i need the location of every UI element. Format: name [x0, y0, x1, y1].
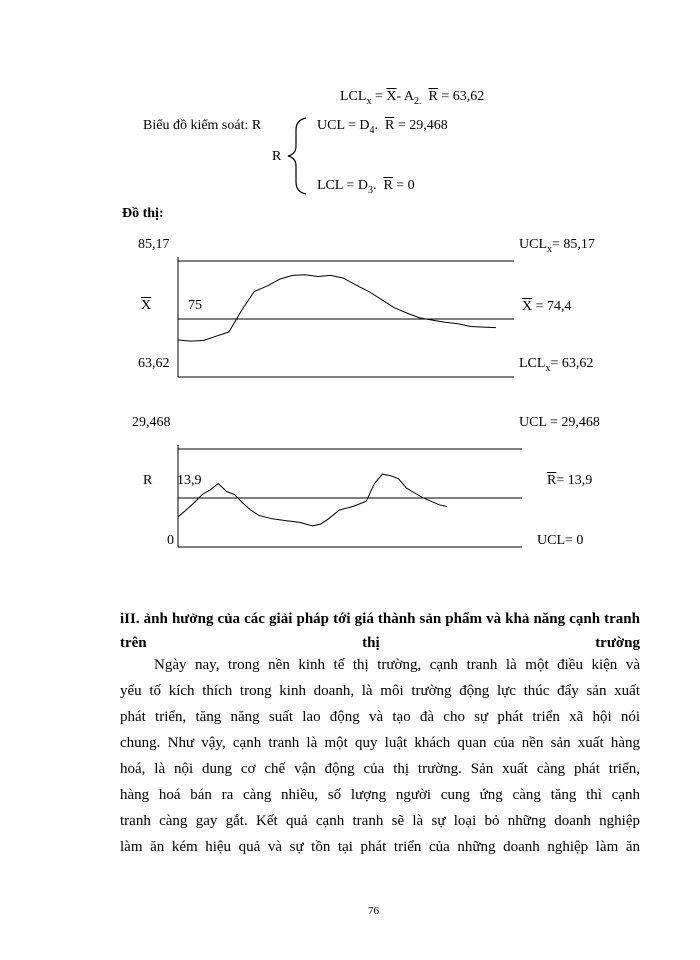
- page-number: 76: [368, 905, 379, 917]
- paragraph-line: chung. Như vậy, cạnh tranh là một quy luật khách quan của nền sản xuất hàng: [120, 735, 640, 751]
- paragraph-line: hàng hoá bán ra càng nhiều, số lượng người cung ứng càng tăng thì cạnh: [120, 787, 640, 803]
- paragraph-line: yếu tố kích thích trong kinh doanh, là môi trường động lực thúc đẩy sản xuất: [120, 683, 640, 699]
- chart2-right-lower: UCL= 0: [537, 533, 584, 548]
- chart1-tick-lower: 63,62: [138, 356, 170, 371]
- formula-ucl: UCL = $D_4$. $\overline{R} = 29,468$: [317, 118, 448, 136]
- paragraph-line: tranh càng gay gắt. Kết quả cạnh tranh sẽ là sự loại bỏ những doanh nghiệp: [120, 813, 640, 829]
- paragraph-line: phát triển, tăng năng suất lao động và tạo đà cho sự phát triển xã hội nói: [120, 709, 640, 725]
- chart2-right-center: $\overline{R}= 13,9$: [547, 473, 593, 488]
- chart1-right-lower: $LCL_x= 63,62$: [519, 356, 594, 374]
- paragraph-line: Ngày nay, trong nền kinh tế thị trường, cạnh tranh là một điều kiện và: [154, 657, 640, 673]
- chart2-right-upper: UCL = 29,468: [519, 415, 600, 430]
- chart2-data-line: [178, 474, 447, 526]
- formula-lcl: LCL = $D_3$. $\overline{R} = 0$: [317, 178, 415, 196]
- chart1-ylabel: $\overline{X}$: [141, 298, 152, 313]
- chart2-ylabel: R: [143, 473, 153, 488]
- chart1-data-line: [178, 275, 496, 341]
- paragraph-line: hoá, là nội dung cơ chế vận động của thị trường. Sản xuất càng phát triển,: [120, 761, 640, 777]
- chart1-right-upper: $UCL_x= 85,17$: [519, 237, 595, 255]
- chart2-tick-lower: 0: [167, 533, 174, 548]
- paragraph-line: làm ăn kém hiệu quả và sự tồn tại phát triển của những doanh nghiệp làm ăn: [120, 839, 640, 855]
- chart1-center-inline: 75: [188, 298, 202, 313]
- formula-lclx: $LCL_x = \overline{X}-$ $A_{2.}$ $\overline{R} = 63,62$: [340, 89, 485, 107]
- formula-label-r: R: [272, 149, 282, 164]
- body-paragraph: [120, 652, 640, 860]
- chart2-center-inline: 13,9: [177, 473, 202, 488]
- curly-brace-icon: [288, 118, 306, 194]
- chart2-tick-upper: 29,468: [132, 415, 171, 430]
- section-heading: iII. ảnh hưởng của các giải pháp tới giá thành sản phẩm và khả năng cạnh tranh trên thị trường: [120, 611, 640, 651]
- chart1-tick-upper: 85,17: [138, 237, 170, 252]
- do-thi-label: Đồ thị:: [122, 206, 164, 221]
- formula-label-title: Biểu đồ kiểm soát: R: [143, 118, 262, 133]
- chart1-right-center: $\overline{X} = 74,4$: [522, 299, 572, 314]
